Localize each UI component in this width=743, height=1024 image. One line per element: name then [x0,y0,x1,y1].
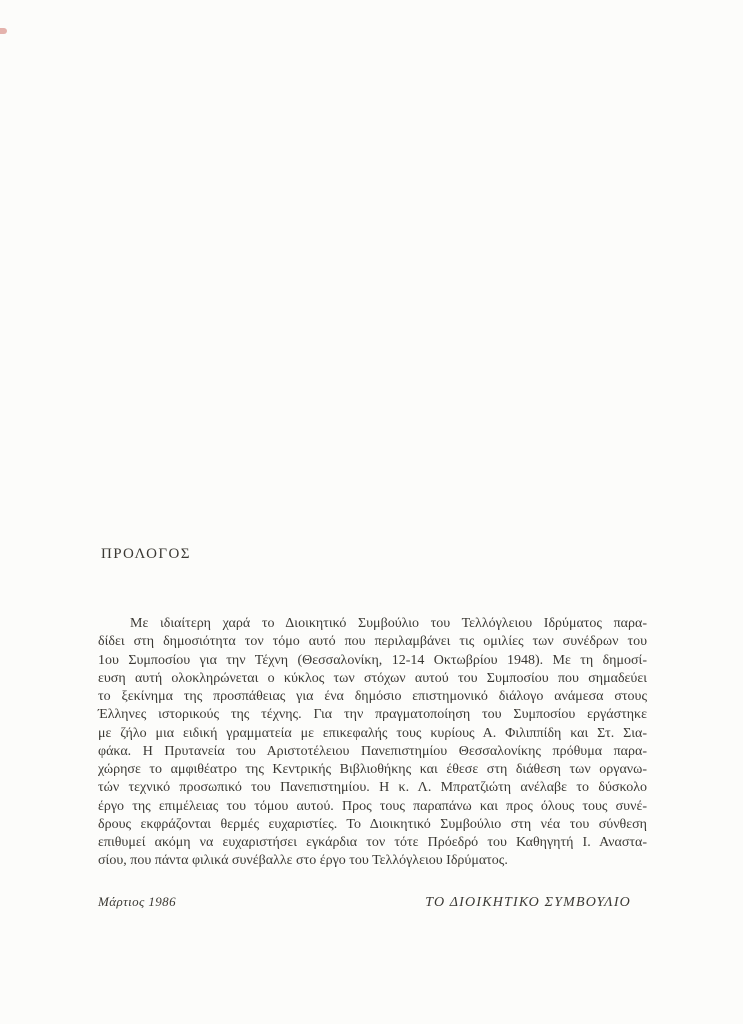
paragraph-line: επιθυμεί ακόμη να ευχαριστήσει εγκάρδια τον τότε Πρόεδρό του Καθηγητή Ι. Αναστα- [98,835,647,850]
paragraph-line: ευση αυτή ολοκληρώνεται ο κύκλος των στόχων αυτού του Συμποσίου που σημαδεύει [98,670,647,686]
paragraph-line: Με ιδιαίτερη χαρά το Διοικητικό Συμβούλιο του Τελλόγλειου Ιδρύματος παρα- [130,616,647,631]
paragraph-line: 1ου Συμποσίου για την Τέχνη (Θεσσαλονίκη, 12-14 Οκτωβρίου 1948). Με τη δημοσί- [98,652,647,668]
footer-signature: ΤΟ ΔΙΟΙΚΗΤΙΚΟ ΣΥΜΒΟΥΛΙΟ [425,895,631,910]
footer-date: Μάρτιος 1986 [98,894,176,909]
paragraph-line: χώρησε το αμφιθέατρο της Κεντρικής Βιβλιοθήκης και έθεσε στη διάθεση των οργανω- [98,762,647,777]
paragraph-line: έργο της επιμέλειας του τόμου αυτού. Προς τους παραπάνω και προς όλους τους συνέ- [98,798,647,814]
paragraph-line: δρους εκφράζονται θερμές ευχαριστίες. Το Διοικητικό Συμβούλιο στη νέα του σύνθεση [98,816,647,832]
paragraph-line: Έλληνες ιστορικούς της τέχνης. Για την πραγματοποίηση του Συμποσίου εργάστηκε [98,707,647,723]
paragraph-line: σίου, που πάντα φιλικά συνέβαλλε στο έργο του Τελλόγλειου Ιδρύματος. [98,853,508,869]
paragraph-line: με ζήλο μια ειδική γραμματεία με επικεφαλής τους κυρίους Α. Φιλιππίδη και Στ. Σια- [98,725,647,741]
paragraph-line: τών τεχνικό προσωπικό του Πανεπιστημίου. Η κ. Λ. Μπρατζιώτη ανέλαβε το δύσκολο [98,780,647,796]
paragraph-line: το ξεκίνημα της προσπάθειας για ένα δημόσιο επιστημονικό διάλογο ανάμεσα στους [98,689,647,704]
prologue-heading: ΠΡΟΛΟΓΟΣ [101,546,191,562]
paragraph-line: δίδει στη δημοσιότητα τον τόμο αυτό που περιλαμβάνει τις ομιλίες των συνέδρων του [98,634,647,650]
scan-artifact-mark [0,28,7,34]
page-footer [98,894,647,911]
prologue-paragraph [98,615,647,871]
paragraph-line: φάκα. Η Πρυτανεία του Αριστοτέλειου Πανεπιστημίου Θεσσαλονίκης πρόθυμα παρα- [98,743,647,759]
